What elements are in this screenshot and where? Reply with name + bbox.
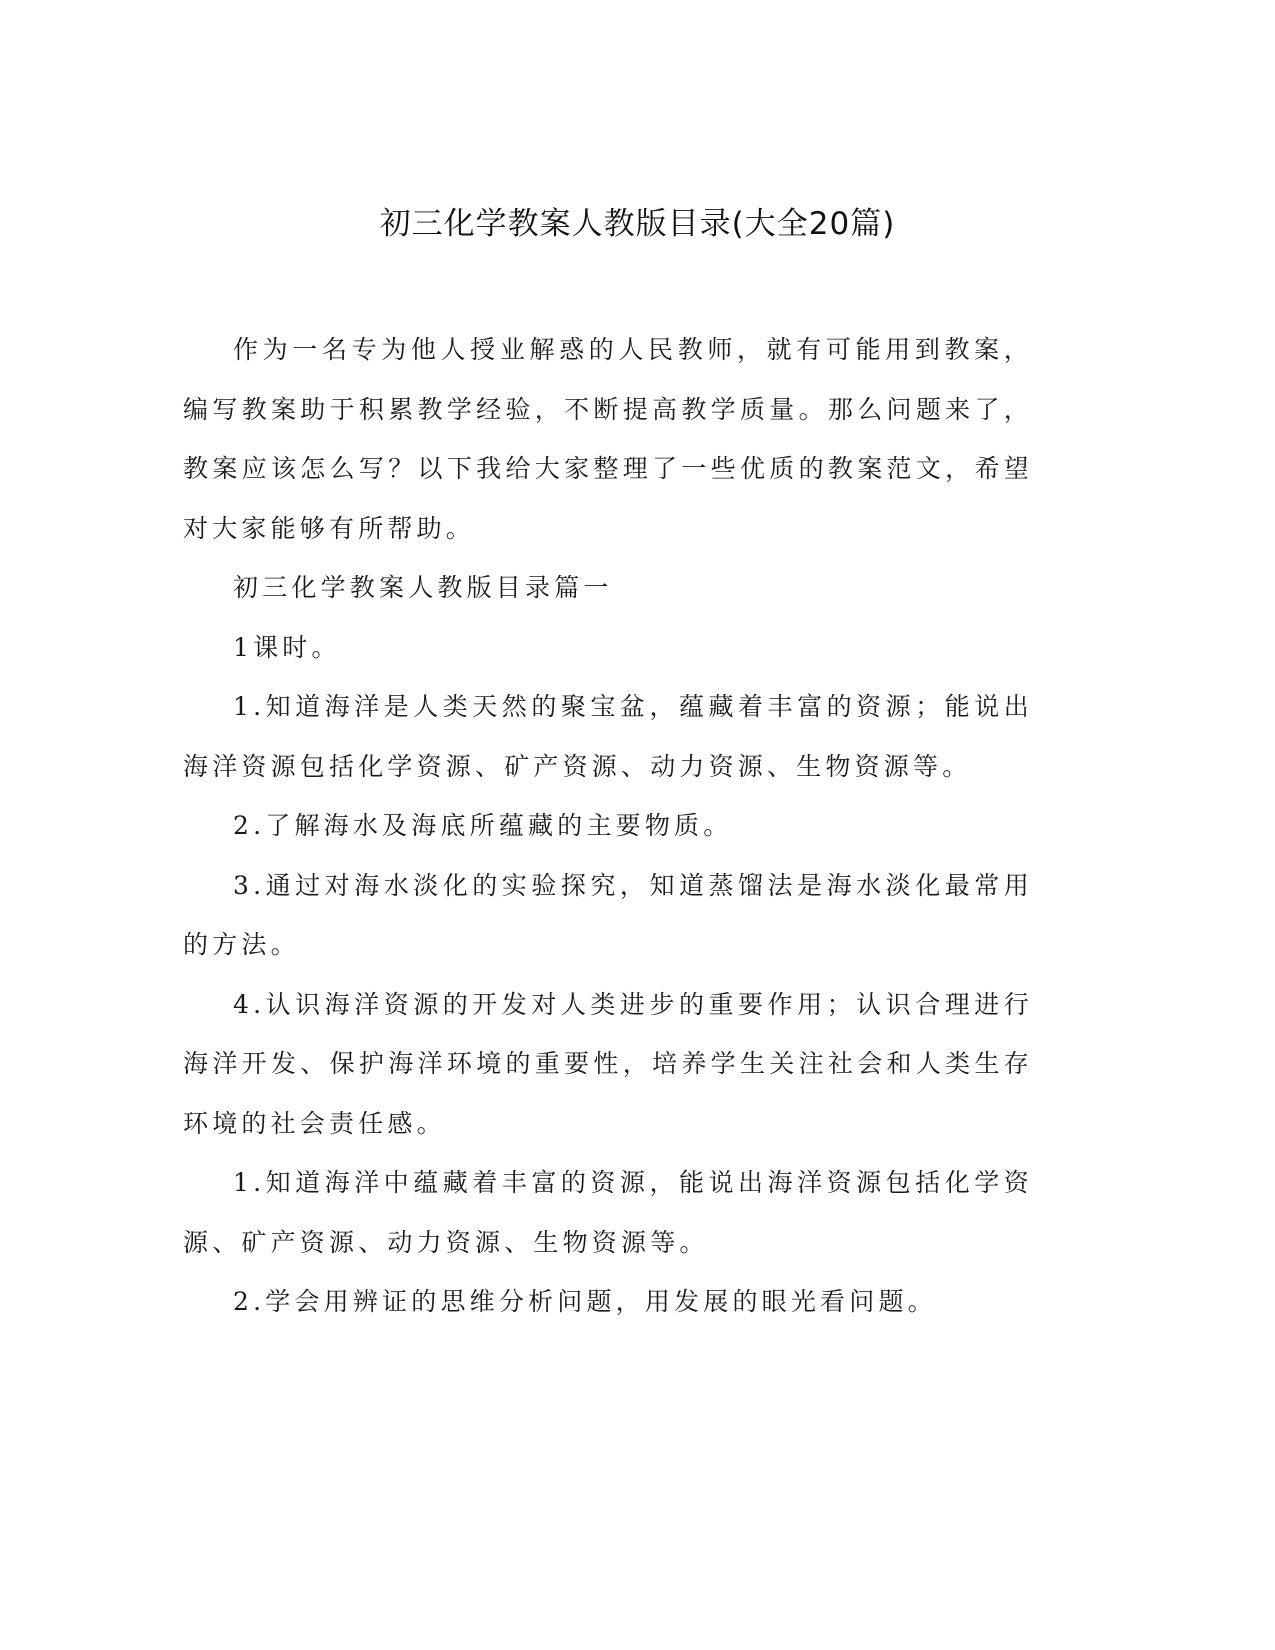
objective-item: 3.通过对海水淡化的实验探究，知道蒸馏法是海水淡化最常用的方法。 xyxy=(183,870,1033,959)
key-point-item: 1.知道海洋中蕴藏着丰富的资源，能说出海洋资源包括化学资源、矿产资源、动力资源、生物资源等。 xyxy=(183,1168,1033,1257)
objective-item: 4.认识海洋资源的开发对人类进步的重要作用；认识合理进行海洋开发、保护海洋环境的重要性，培养学生关注社会和人类生存环境的社会责任感。 xyxy=(183,989,1033,1138)
document-title: 初三化学教案人教版目录(大全20篇) xyxy=(379,206,896,242)
objective-item: 2.了解海水及海底所蕴藏的主要物质。 xyxy=(233,811,733,840)
key-point-item: 2.学会用辨证的思维分析问题，用发展的眼光看问题。 xyxy=(233,1287,937,1316)
paragraph-intro: 作为一名专为他人授业解惑的人民教师，就有可能用到教案，编写教案助于积累教学经验，不断提高教学质量。那么问题来了，教案应该怎么写？以下我给大家整理了一些优质的教案范文，希望对大家能够有所帮助。 xyxy=(183,335,1033,543)
document-body xyxy=(183,320,1033,1332)
paragraph-class-hours: 1课时。 xyxy=(233,632,341,662)
objective-item: 1.知道海洋是人类天然的聚宝盆，蕴藏着丰富的资源；能说出海洋资源包括化学资源、矿产资源、动力资源、生物资源等。 xyxy=(183,692,1033,781)
section-heading: 初三化学教案人教版目录篇一 xyxy=(233,573,613,602)
